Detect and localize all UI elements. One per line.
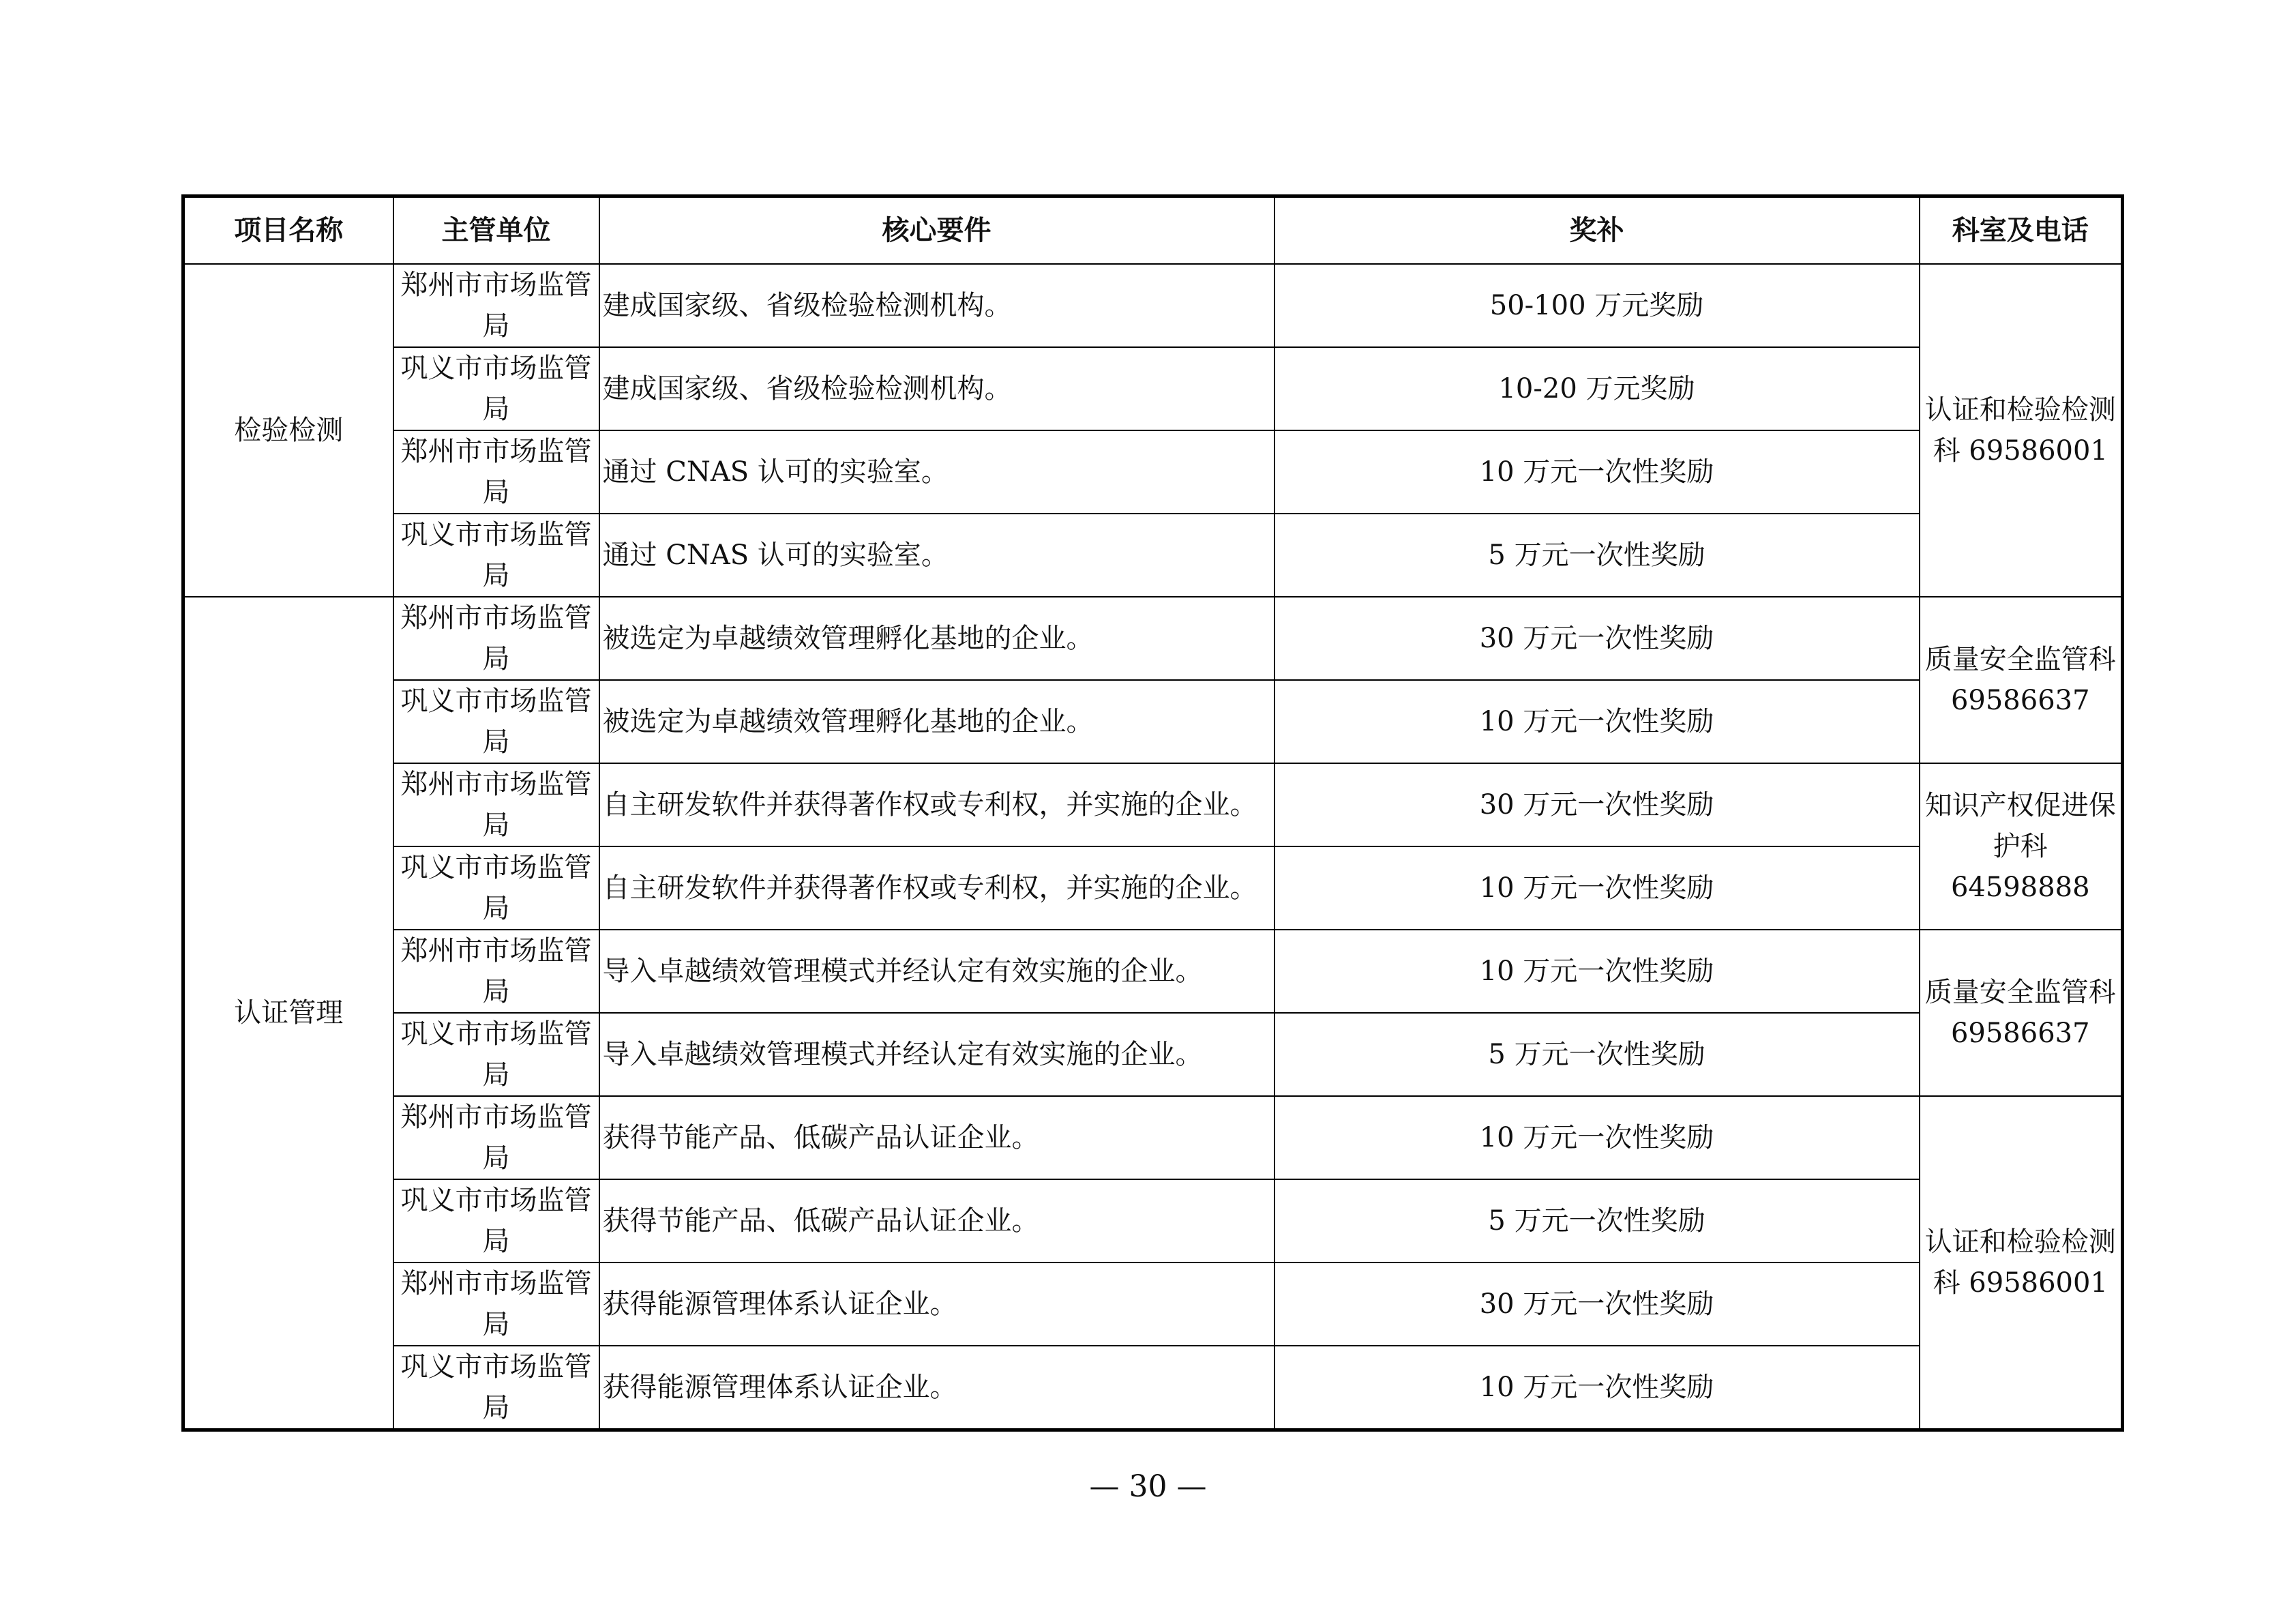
reward-cell: 5 万元一次性奖励	[1274, 1179, 1920, 1263]
reward-cell: 30 万元一次性奖励	[1274, 597, 1920, 680]
table-row	[183, 1096, 2123, 1179]
reward-cell: 5 万元一次性奖励	[1274, 514, 1920, 597]
unit-cell: 巩义市市场监管局	[393, 514, 599, 597]
contact-cell: 认证和检验检测科 69586001	[1920, 1096, 2123, 1430]
requirement-cell: 通过 CNAS 认可的实验室。	[599, 430, 1274, 514]
table-row	[183, 264, 2123, 347]
table-row	[183, 1013, 2123, 1096]
project-name-cell: 认证管理	[183, 597, 393, 1430]
table-row	[183, 1263, 2123, 1346]
table-row	[183, 597, 2123, 680]
header-project: 项目名称	[183, 196, 393, 265]
table-header-row	[183, 196, 2123, 265]
reward-cell: 10 万元一次性奖励	[1274, 680, 1920, 763]
table-row	[183, 1179, 2123, 1263]
reward-cell: 10 万元一次性奖励	[1274, 1346, 1920, 1430]
reward-cell: 50-100 万元奖励	[1274, 264, 1920, 347]
requirement-cell: 自主研发软件并获得著作权或专利权，并实施的企业。	[599, 763, 1274, 846]
unit-cell: 巩义市市场监管局	[393, 1013, 599, 1096]
requirement-cell: 被选定为卓越绩效管理孵化基地的企业。	[599, 597, 1274, 680]
table-row	[183, 514, 2123, 597]
unit-cell: 郑州市市场监管局	[393, 1096, 599, 1179]
table-row	[183, 347, 2123, 430]
unit-cell: 巩义市市场监管局	[393, 347, 599, 430]
unit-cell: 郑州市市场监管局	[393, 930, 599, 1013]
unit-cell: 巩义市市场监管局	[393, 846, 599, 930]
reward-cell: 10-20 万元奖励	[1274, 347, 1920, 430]
unit-cell: 巩义市市场监管局	[393, 1179, 599, 1263]
header-unit: 主管单位	[393, 196, 599, 265]
header-requirement: 核心要件	[599, 196, 1274, 265]
unit-cell: 郑州市市场监管局	[393, 763, 599, 846]
reward-cell: 10 万元一次性奖励	[1274, 846, 1920, 930]
unit-cell: 郑州市市场监管局	[393, 430, 599, 514]
header-contact: 科室及电话	[1920, 196, 2123, 265]
table-row	[183, 430, 2123, 514]
contact-cell: 质量安全监管科 69586637	[1920, 930, 2123, 1096]
contact-cell: 知识产权促进保护科 64598888	[1920, 763, 2123, 930]
policy-table	[181, 194, 2124, 1432]
table-row	[183, 930, 2123, 1013]
requirement-cell: 获得能源管理体系认证企业。	[599, 1263, 1274, 1346]
table-row	[183, 763, 2123, 846]
reward-cell: 10 万元一次性奖励	[1274, 430, 1920, 514]
requirement-cell: 通过 CNAS 认可的实验室。	[599, 514, 1274, 597]
unit-cell: 郑州市市场监管局	[393, 597, 599, 680]
reward-cell: 10 万元一次性奖励	[1274, 1096, 1920, 1179]
unit-cell: 郑州市市场监管局	[393, 1263, 599, 1346]
reward-cell: 30 万元一次性奖励	[1274, 1263, 1920, 1346]
unit-cell: 郑州市市场监管局	[393, 264, 599, 347]
reward-cell: 5 万元一次性奖励	[1274, 1013, 1920, 1096]
requirement-cell: 建成国家级、省级检验检测机构。	[599, 347, 1274, 430]
reward-cell: 30 万元一次性奖励	[1274, 763, 1920, 846]
requirement-cell: 获得节能产品、低碳产品认证企业。	[599, 1096, 1274, 1179]
table-row	[183, 1346, 2123, 1430]
project-name-cell: 检验检测	[183, 264, 393, 597]
contact-cell: 质量安全监管科 69586637	[1920, 597, 2123, 763]
contact-cell: 认证和检验检测科 69586001	[1920, 264, 2123, 597]
requirement-cell: 自主研发软件并获得著作权或专利权，并实施的企业。	[599, 846, 1274, 930]
requirement-cell: 导入卓越绩效管理模式并经认定有效实施的企业。	[599, 930, 1274, 1013]
requirement-cell: 建成国家级、省级检验检测机构。	[599, 264, 1274, 347]
unit-cell: 巩义市市场监管局	[393, 1346, 599, 1430]
reward-cell: 10 万元一次性奖励	[1274, 930, 1920, 1013]
requirement-cell: 获得能源管理体系认证企业。	[599, 1346, 1274, 1430]
requirement-cell: 被选定为卓越绩效管理孵化基地的企业。	[599, 680, 1274, 763]
unit-cell: 巩义市市场监管局	[393, 680, 599, 763]
header-reward: 奖补	[1274, 196, 1920, 265]
table-row	[183, 846, 2123, 930]
requirement-cell: 获得节能产品、低碳产品认证企业。	[599, 1179, 1274, 1263]
table-row	[183, 680, 2123, 763]
page-number: — 30 —	[1089, 1469, 1207, 1504]
requirement-cell: 导入卓越绩效管理模式并经认定有效实施的企业。	[599, 1013, 1274, 1096]
